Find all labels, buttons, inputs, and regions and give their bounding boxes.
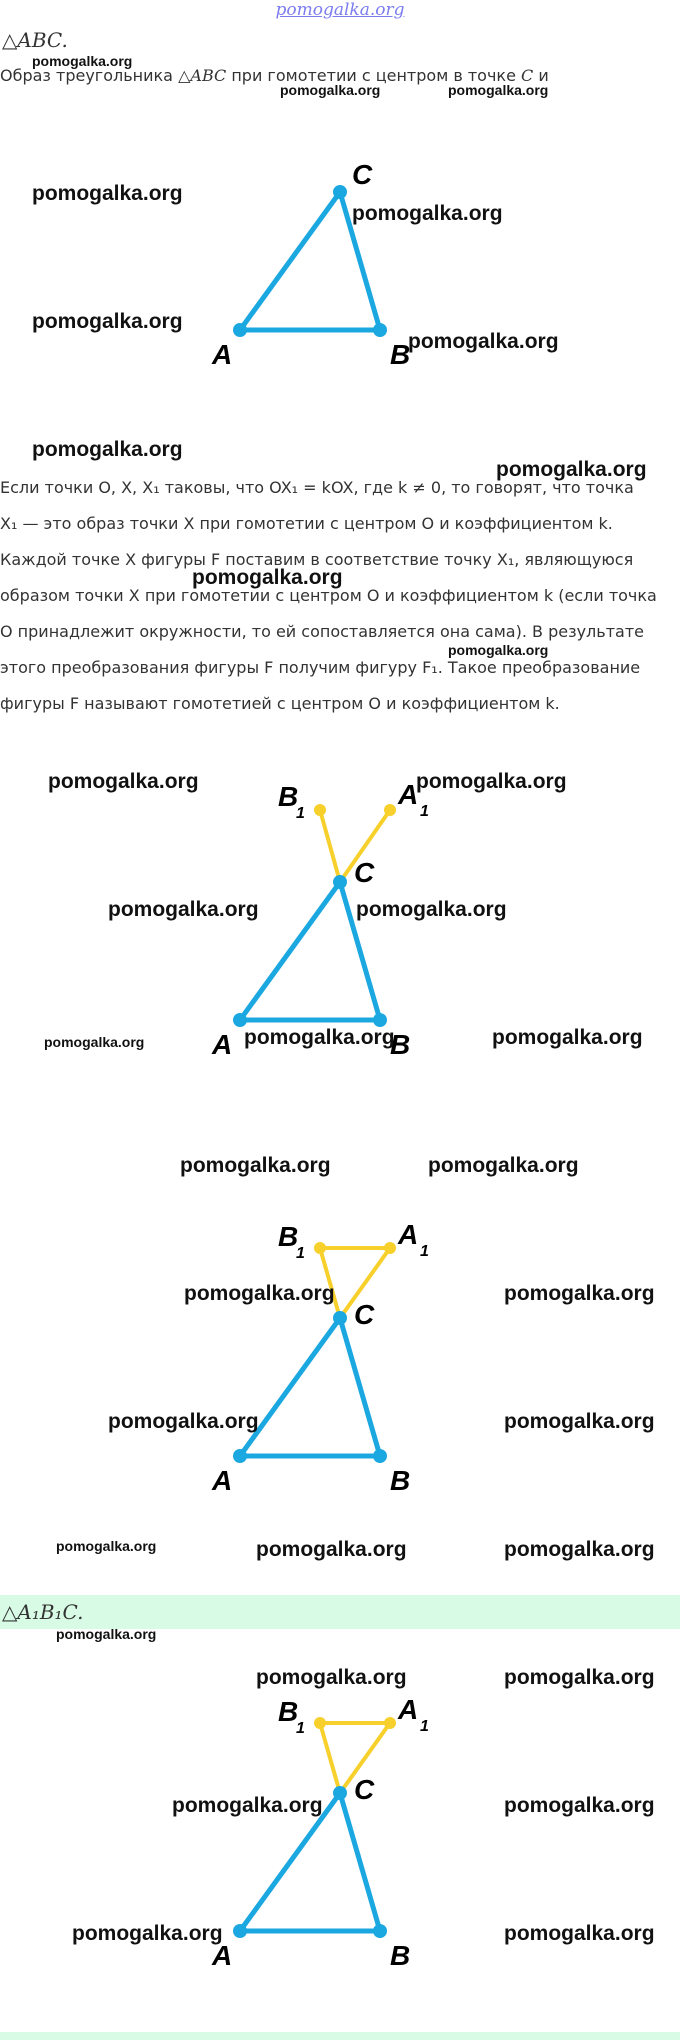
watermark: pomogalka.org <box>108 1410 259 1433</box>
label-c: C <box>352 159 373 190</box>
watermark: pomogalka.org <box>256 1538 407 1561</box>
intro-triangle: △ABC <box>178 66 227 85</box>
label-b1: B <box>278 1221 299 1252</box>
para-line: фигуры F называют гомотетией с центром O и коэффициентом k. <box>0 694 560 713</box>
point-a <box>233 1924 247 1938</box>
label-b: B <box>390 1465 411 1496</box>
label-b: B <box>390 1029 411 1060</box>
point-a1 <box>384 804 396 816</box>
watermark: pomogalka.org <box>280 82 381 98</box>
watermark: pomogalka.org <box>32 182 183 205</box>
watermark: pomogalka.org <box>504 1538 655 1561</box>
watermark: pomogalka.org <box>504 1922 655 1945</box>
label-a1: A <box>398 1694 419 1725</box>
answer-band <box>0 1595 680 1629</box>
point-b <box>373 1013 387 1027</box>
intro-mid: при гомотетии с центром в точке <box>226 66 522 85</box>
label-a1-sub: 1 <box>420 1718 429 1735</box>
watermark: pomogalka.org <box>56 1626 157 1642</box>
label-b1-sub: 1 <box>296 1720 305 1737</box>
label-a: A <box>212 339 233 370</box>
para-line: O принадлежит окружности, то ей сопоставляется она сама). В результате <box>0 622 644 641</box>
label-a: A <box>212 1940 233 1971</box>
para-line: этого преобразования фигуры F получим фигуру F₁. Такое преобразование <box>0 658 641 677</box>
watermark: pomogalka.org <box>448 642 549 658</box>
point-b1 <box>314 1242 326 1254</box>
point-b1 <box>314 1717 326 1729</box>
heading-triangle-abc: △ABC. <box>2 28 68 52</box>
heading-triangle-a1b1c: △A₁B₁C. <box>2 1600 84 1624</box>
watermark: pomogalka.org <box>448 82 549 98</box>
watermark: pomogalka.org <box>256 1666 407 1689</box>
point-b <box>373 1924 387 1938</box>
watermark: pomogalka.org <box>244 1026 395 1049</box>
point-c <box>333 1786 347 1800</box>
para-line: образом точки X при гомотетии с центром O и коэффициентом k (если точка <box>0 586 657 605</box>
label-c: C <box>354 1299 375 1330</box>
point-c <box>333 875 347 889</box>
point-a <box>233 323 247 337</box>
label-c: C <box>354 1774 375 1805</box>
watermark: pomogalka.org <box>44 1034 145 1050</box>
watermark: pomogalka.org <box>108 898 259 921</box>
label-b1-sub: 1 <box>296 805 305 822</box>
label-a1-sub: 1 <box>420 1243 429 1260</box>
label-b: B <box>390 339 411 370</box>
site-link[interactable]: pomogalka.org <box>275 0 405 20</box>
label-b1: B <box>278 781 299 812</box>
watermark: pomogalka.org <box>48 770 199 793</box>
intro-point-c: C <box>521 66 534 85</box>
point-a1 <box>384 1717 396 1729</box>
label-a1: A <box>398 1219 419 1250</box>
watermark: pomogalka.org <box>356 898 507 921</box>
watermark: pomogalka.org <box>32 53 133 69</box>
watermark: pomogalka.org <box>172 1794 323 1817</box>
watermark: pomogalka.org <box>32 438 183 461</box>
watermark: pomogalka.org <box>352 202 503 225</box>
label-b1-sub: 1 <box>296 1245 305 1262</box>
point-a <box>233 1013 247 1027</box>
intro-end: и <box>533 66 549 85</box>
figure-image-triangle <box>0 1200 680 1500</box>
label-c: C <box>354 857 375 888</box>
watermark: pomogalka.org <box>56 1538 157 1554</box>
watermark: pomogalka.org <box>504 1410 655 1433</box>
point-b <box>373 1449 387 1463</box>
label-a1-sub: 1 <box>420 803 429 820</box>
point-b1 <box>314 804 326 816</box>
label-a1: A <box>398 779 419 810</box>
watermark: pomogalka.org <box>504 1282 655 1305</box>
figure-homothety-arrows <box>0 770 680 1070</box>
point-a <box>233 1449 247 1463</box>
watermark: pomogalka.org <box>32 310 183 333</box>
watermark: pomogalka.org <box>184 1282 335 1305</box>
label-b: B <box>390 1940 411 1971</box>
point-b <box>373 323 387 337</box>
intro-text: Образ треугольника <box>0 66 179 85</box>
point-a1 <box>384 1242 396 1254</box>
watermark: pomogalka.org <box>492 1026 643 1049</box>
watermark: pomogalka.org <box>408 330 559 353</box>
point-c <box>333 185 347 199</box>
arrow-cb1 <box>320 810 340 882</box>
watermark: pomogalka.org <box>180 1154 331 1177</box>
watermark: pomogalka.org <box>192 566 343 589</box>
label-b1: B <box>278 1696 299 1727</box>
watermark: pomogalka.org <box>428 1154 579 1177</box>
para-line: Каждой точке X фигуры F поставим в соответствие точку X₁, являющуюся <box>0 550 634 569</box>
watermark: pomogalka.org <box>504 1794 655 1817</box>
label-a: A <box>212 1465 233 1496</box>
para-line: Если точки O, X, X₁ таковы, что OX₁ = kOX, где k ≠ 0, то говорят, что точка <box>0 478 634 497</box>
triangle-abc <box>240 1318 380 1456</box>
point-c <box>333 1311 347 1325</box>
watermark: pomogalka.org <box>416 770 567 793</box>
para-line: X₁ — это образ точки X при гомотетии с центром O и коэффициентом k. <box>0 514 613 533</box>
watermark: pomogalka.org <box>496 458 647 481</box>
watermark: pomogalka.org <box>504 1666 655 1689</box>
label-a: A <box>212 1029 233 1060</box>
watermark: pomogalka.org <box>72 1922 223 1945</box>
bottom-band <box>0 2032 680 2040</box>
definition-paragraph <box>0 470 680 722</box>
